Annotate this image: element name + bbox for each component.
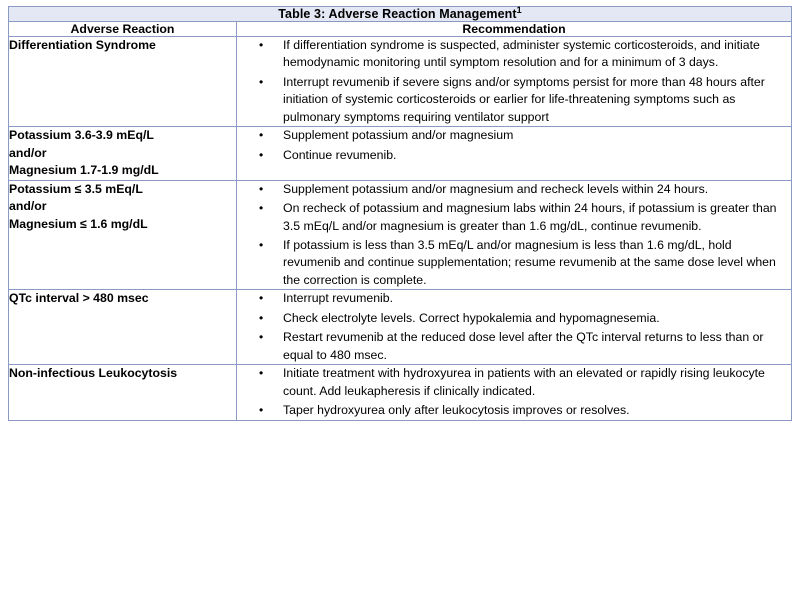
- recommendation-text: If potassium is less than 3.5 mEq/L and/or magnesium is less than 1.6 mg/dL, hold revumenib and continue supplementation; resume revumenib at the same dose level when the correction is complete.: [283, 237, 776, 287]
- column-header-recommendation: Recommendation: [237, 22, 792, 37]
- bullet-icon: •: [259, 237, 264, 252]
- adverse-reaction-management-table: [8, 6, 792, 421]
- bullet-icon: •: [259, 291, 264, 306]
- bullet-icon: •: [259, 74, 264, 89]
- recommendation-text: Supplement potassium and/or magnesium and recheck levels within 24 hours.: [283, 181, 709, 196]
- adverse-reaction-line: Potassium 3.6-3.9 mEq/L: [9, 128, 154, 143]
- table-row: [9, 180, 792, 290]
- recommendation-item: [237, 365, 791, 400]
- bullet-icon: •: [259, 330, 264, 345]
- adverse-reaction-cell: [9, 290, 237, 365]
- adverse-reaction-cell: [9, 127, 237, 180]
- table-title-footnote-marker: 1: [516, 4, 522, 15]
- recommendation-list: [237, 37, 791, 126]
- bullet-icon: •: [259, 403, 264, 418]
- table-header-row: [9, 22, 792, 37]
- recommendation-list: [237, 290, 791, 364]
- recommendation-cell: [237, 127, 792, 180]
- table-title-row: [9, 7, 792, 22]
- recommendation-text: Continue revumenib.: [283, 147, 397, 162]
- recommendation-item: [237, 310, 791, 327]
- recommendation-text: On recheck of potassium and magnesium labs within 24 hours, if potassium is greater than 3.5 mEq/L and/or magnesium is greater than 1.6 mg/dL, continue revumenib.: [283, 201, 777, 233]
- table-row: [9, 127, 792, 180]
- adverse-reaction-line: QTc interval > 480 msec: [9, 291, 149, 306]
- recommendation-list: [237, 127, 791, 164]
- recommendation-text: Check electrolyte levels. Correct hypokalemia and hypomagnesemia.: [283, 310, 660, 325]
- adverse-reaction-line: Non-infectious Leukocytosis: [9, 366, 178, 381]
- adverse-reaction-line: Differentiation Syndrome: [9, 38, 156, 52]
- recommendation-text: Interrupt revumenib if severe signs and/or symptoms persist for more than 48 hours after initiation of systemic corticosteroids or earlier for life-threatening symptoms such as pulmonary symptoms requiring ventilator support: [283, 74, 765, 124]
- recommendation-cell: [237, 365, 792, 420]
- adverse-reaction-cell: [9, 180, 237, 290]
- adverse-reaction-line: Potassium ≤ 3.5 mEq/L: [9, 181, 143, 196]
- recommendation-item: [237, 74, 791, 126]
- recommendation-item: [237, 402, 791, 419]
- column-header-adverse-reaction: Adverse Reaction: [9, 22, 237, 37]
- adverse-reaction-line: and/or: [9, 145, 47, 160]
- adverse-reaction-line: and/or: [9, 199, 47, 214]
- recommendation-list: [237, 365, 791, 419]
- bullet-icon: •: [259, 201, 264, 216]
- recommendation-item: [237, 237, 791, 289]
- bullet-icon: •: [259, 181, 264, 196]
- recommendation-item: [237, 127, 791, 144]
- recommendation-text: Initiate treatment with hydroxyurea in patients with an elevated or rapidly rising leukocyte count. Add leukapheresis if clinically indicated.: [283, 366, 765, 398]
- recommendation-item: [237, 147, 791, 164]
- bullet-icon: •: [259, 366, 264, 381]
- bullet-icon: •: [259, 310, 264, 325]
- recommendation-item: [237, 329, 791, 364]
- table-row: [9, 365, 792, 420]
- bullet-icon: •: [259, 147, 264, 162]
- recommendation-text: If differentiation syndrome is suspected, administer systemic corticosteroids, and initiate hemodynamic monitoring until symptom resolution and for a minimum of 3 days.: [283, 38, 760, 70]
- table-title-text: Table 3: Adverse Reaction Management: [278, 7, 517, 21]
- adverse-reaction-line: Magnesium ≤ 1.6 mg/dL: [9, 216, 148, 231]
- recommendation-text: Interrupt revumenib.: [283, 291, 394, 306]
- bullet-icon: •: [259, 128, 264, 143]
- recommendation-cell: [237, 290, 792, 365]
- recommendation-text: Supplement potassium and/or magnesium: [283, 128, 514, 143]
- recommendation-item: [237, 290, 791, 307]
- recommendation-item: [237, 37, 791, 72]
- recommendation-item: [237, 181, 791, 198]
- adverse-reaction-cell: [9, 37, 237, 127]
- recommendation-list: [237, 181, 791, 290]
- recommendation-text: Restart revumenib at the reduced dose level after the QTc interval returns to less than or equal to 480 msec.: [283, 330, 764, 362]
- recommendation-cell: [237, 180, 792, 290]
- recommendation-text: Taper hydroxyurea only after leukocytosis improves or resolves.: [283, 403, 630, 418]
- recommendation-item: [237, 200, 791, 235]
- table-row: [9, 290, 792, 365]
- table-title: [9, 4, 792, 22]
- adverse-reaction-line: Magnesium 1.7-1.9 mg/dL: [9, 163, 159, 178]
- adverse-reaction-cell: [9, 365, 237, 420]
- recommendation-cell: [237, 37, 792, 127]
- bullet-icon: •: [259, 38, 264, 52]
- table-row: [9, 37, 792, 127]
